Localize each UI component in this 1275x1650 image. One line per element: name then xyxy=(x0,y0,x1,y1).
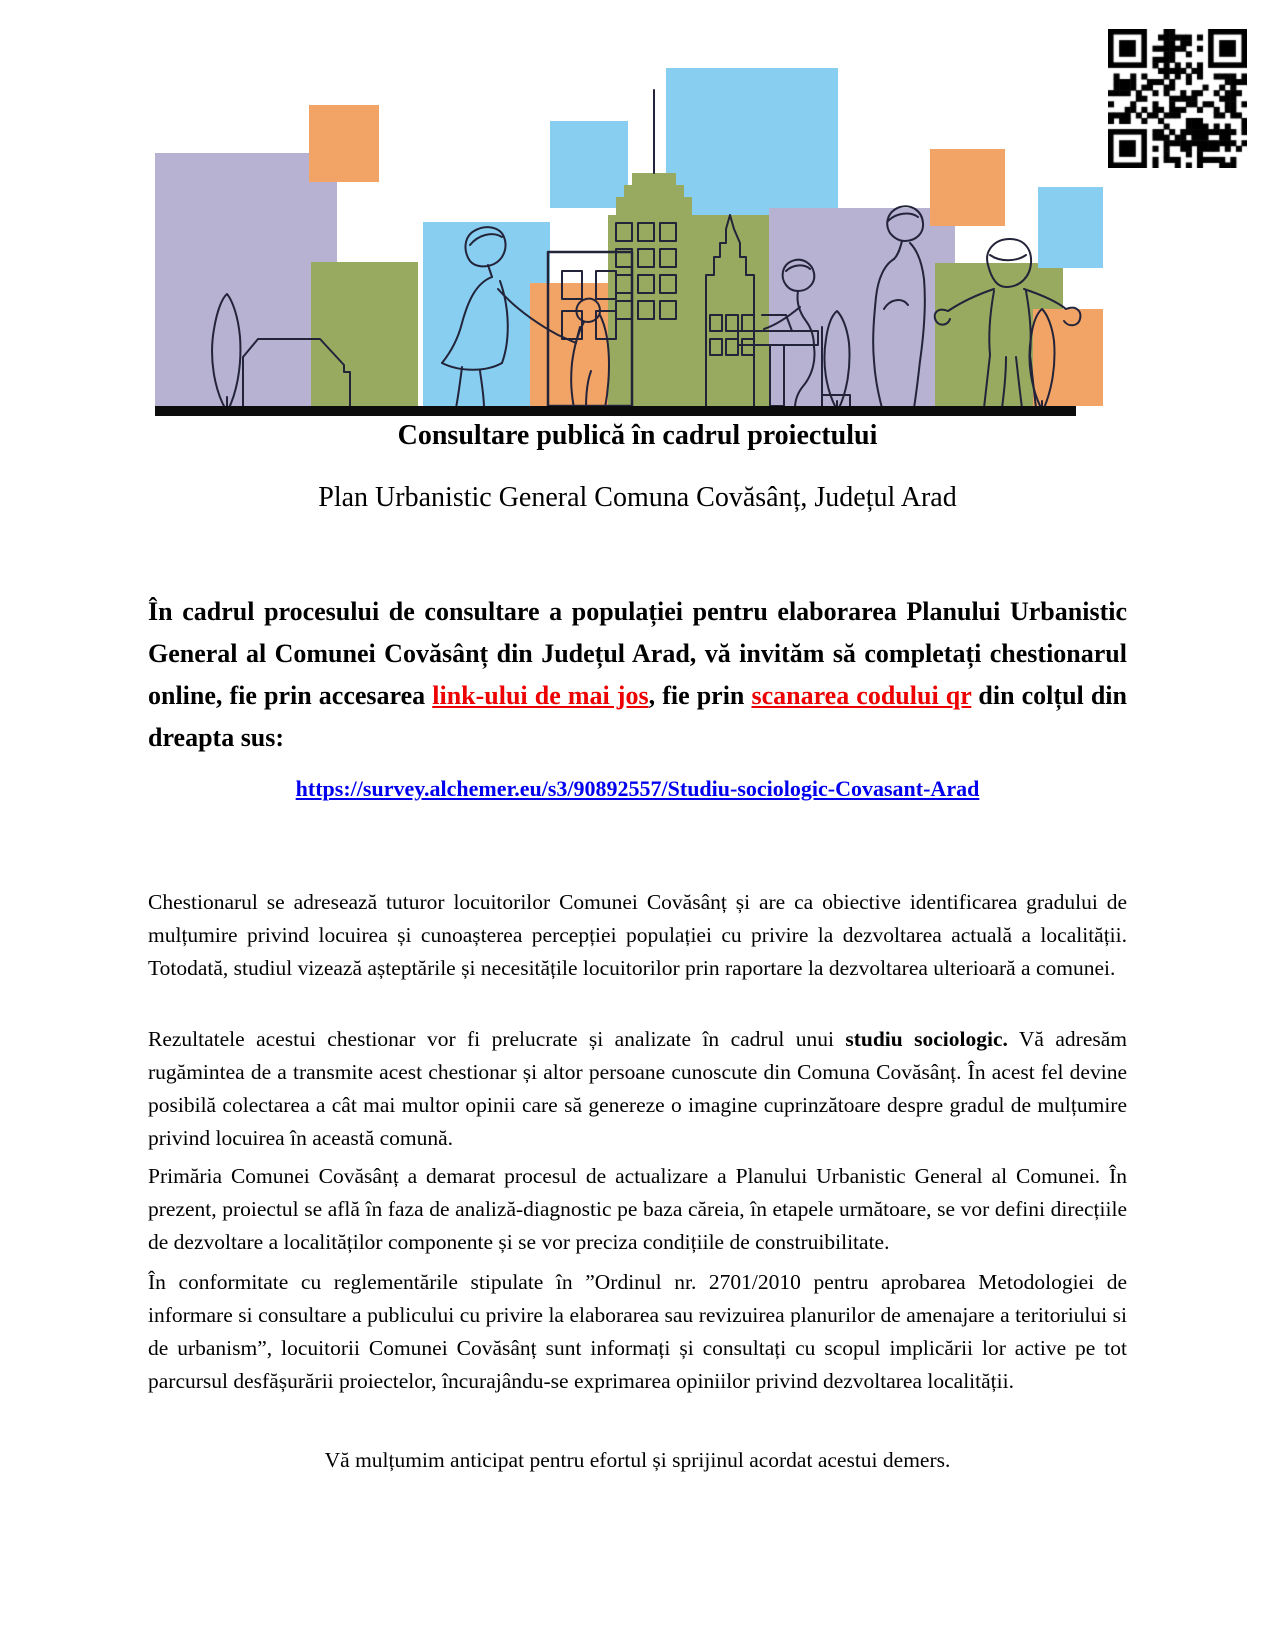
paragraph xyxy=(148,1023,1127,1155)
paragraph: În conformitate cu reglementările stipulate în ”Ordinul nr. 2701/2010 pentru aprobarea Metodologiei de informare si consultare a publicului cu privire la elaborarea sau revizuirea planurilor de amenajare a teritoriului si de urbanism”, locuitorii Comunei Covăsânț sunt informați și consultați cu scopul implicării lor active pe tot parcursul desfășurării proiectelor, încurajându-se exprimarea opiniilor privind dezvoltarea localității. xyxy=(148,1270,1127,1393)
ground-bar xyxy=(155,406,1076,416)
intro-text: din colțul din dreapta sus: xyxy=(148,681,1127,752)
building-block xyxy=(930,149,1005,226)
survey-hyperlink[interactable]: https://survey.alchemer.eu/s3/90892557/Studiu-sociologic-Covasant-Arad xyxy=(295,776,980,801)
paragraph-bold-text: studiu sociologic. xyxy=(845,1027,1008,1051)
qr-code xyxy=(1108,29,1247,168)
building-block xyxy=(155,153,337,406)
page-title: Consultare publică în cadrul proiectului xyxy=(397,420,878,451)
building-block xyxy=(550,121,628,208)
intro-text: , fie prin xyxy=(648,681,752,710)
building-block xyxy=(311,262,418,406)
building-block xyxy=(1038,187,1103,268)
intro-text: În cadrul procesului de consultare a populației pentru elaborarea Planului Urbanistic General al Comunei Covăsânț din Județul Arad, vă invităm să completați chestionarul online, fie prin accesarea xyxy=(148,597,1127,710)
building-block xyxy=(769,208,955,406)
paragraph-text: Vă adresăm rugămintea de a transmite acest chestionar și altor persoane cunoscute din Comuna Covăsânț. În acest fel devine posibilă colectarea a cât mai multor opinii care să genereze o imagine cuprinzătoare despre gradul de mulțumire privind locuirea în această comună. xyxy=(148,1027,1127,1150)
paragraph: Chestionarul se adresează tuturor locuitorilor Comunei Covăsânț și are ca obiective identificarea gradului de mulțumire privind locuirea și cunoașterea percepției populației cu privire la dezvoltarea actuală a localității. Totodată, studiul vizează așteptările și necesitățile locuitorilor prin raportare la dezvoltarea ulterioară a comunei. xyxy=(148,890,1127,980)
building-block xyxy=(309,105,379,182)
paragraph: Primăria Comunei Covăsânț a demarat procesul de actualizare a Planului Urbanistic General al Comunei. În prezent, proiectul se află în faza de analiză-diagnostic pe baza căreia, în etapele următoare, se vor defini direcțiile de dezvoltare a localităților componente și se vor preciza condițiile de construibilitate. xyxy=(148,1164,1127,1254)
intro-paragraph xyxy=(148,591,1127,759)
paragraph-text: Rezultatele acestui chestionar vor fi prelucrate și analizate în cadrul unui xyxy=(148,1027,846,1051)
link-reference-qr[interactable]: scanarea codului qr xyxy=(751,681,972,710)
building-block xyxy=(700,215,769,406)
survey-link-line xyxy=(148,776,1127,802)
link-reference-below[interactable]: link-ului de mai jos xyxy=(432,681,649,710)
building-block xyxy=(666,68,838,216)
closing-line: Vă mulțumim anticipat pentru efortul și sprijinul acordat acestui demers. xyxy=(324,1448,951,1472)
city-illustration xyxy=(148,65,1106,418)
page-subtitle: Plan Urbanistic General Comuna Covăsânț, Județul Arad xyxy=(318,482,957,513)
